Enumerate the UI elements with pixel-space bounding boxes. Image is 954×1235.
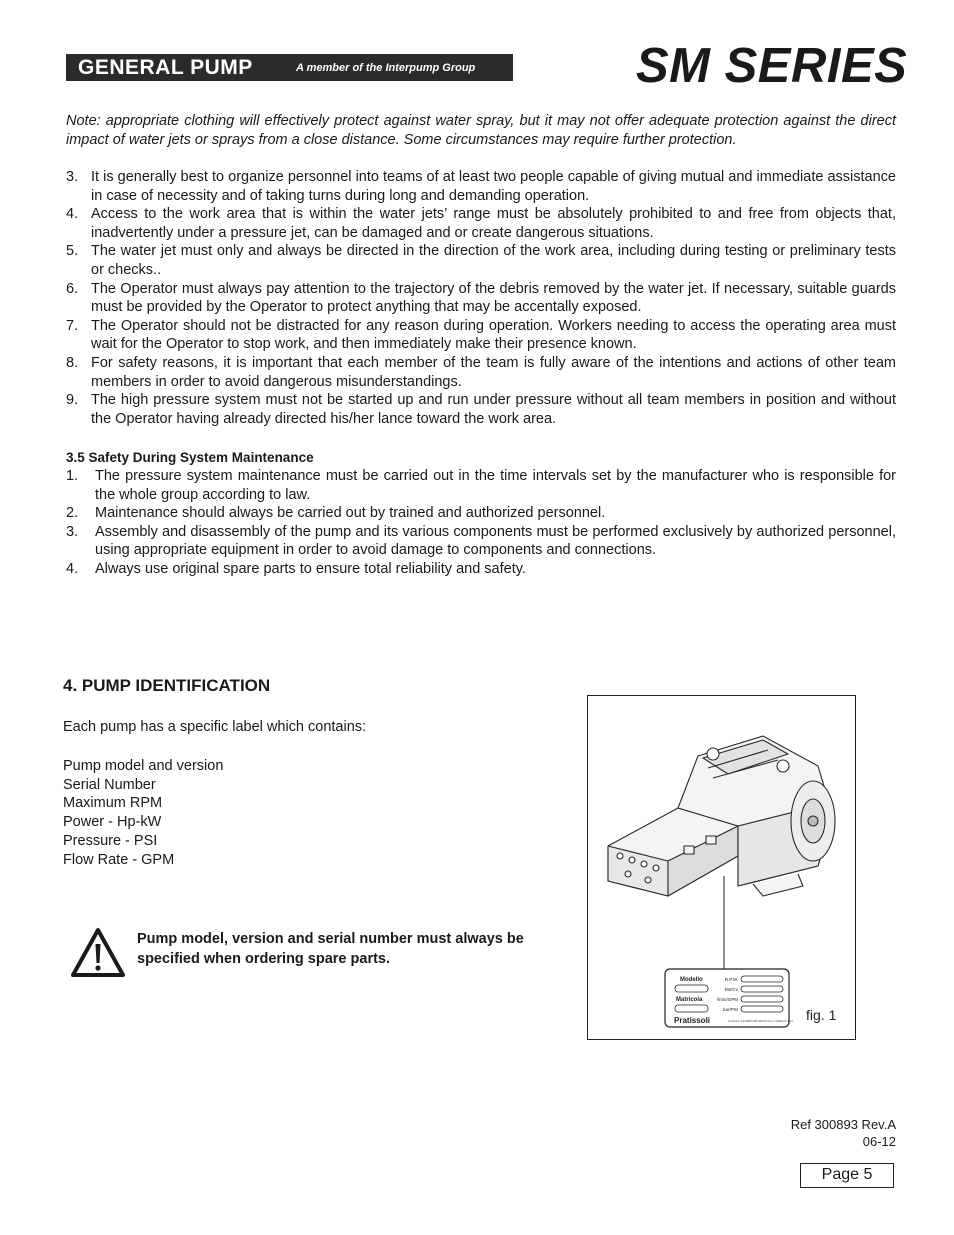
list-item — [66, 523, 896, 560]
section-heading: 4. PUMP IDENTIFICATION — [63, 676, 271, 695]
label-pressure: bar/PSI — [722, 1007, 738, 1012]
list-item: Maximum RPM — [63, 795, 163, 812]
list-item: Pressure - PSI — [63, 832, 158, 849]
series-title: SM SERIES — [636, 39, 908, 93]
list-item — [66, 560, 896, 579]
list-number: 3. — [66, 169, 79, 185]
list-item: Serial Number — [63, 776, 156, 793]
list-text: It is generally best to organize personnel into teams of at least two people capable of giving mutual and immediate assistance in case of necessity and of taking turns during long and demanding operation. — [91, 169, 896, 204]
list-text: Maintenance should always be carried out by trained and authorized personnel. — [95, 505, 606, 522]
label-flow: l/min/GPM — [716, 997, 738, 1002]
ref-number: Ref 300893 Rev.A — [790, 1117, 896, 1132]
label-rpm: R.P.M. — [724, 977, 738, 982]
list-text: The water jet must only and always be directed in the direction of the work area, including during testing or preliminary tests or checks.. — [91, 243, 896, 278]
list-text: Assembly and disassembly of the pump and its various components must be performed exclusively by authorized personnel, using appropriate equipment in order to avoid damage to components and connections. — [95, 523, 896, 559]
list-number: 9. — [66, 392, 79, 409]
protection-note: Note: appropriate clothing will effectively protect against water spray, but it may not offer adequate protection against the direct impact of water jets or sprays from a close distance. Some circumstances may require further protection. — [66, 113, 896, 148]
list-number: 1. — [66, 468, 79, 484]
list-item — [66, 317, 896, 354]
safety-list — [66, 168, 896, 428]
document-reference — [791, 1116, 896, 1150]
list-number: 5. — [66, 243, 79, 260]
list-item — [66, 354, 896, 391]
list-text: Always use original spare parts to ensure total reliability and safety. — [95, 560, 526, 577]
list-item — [66, 280, 896, 317]
brand-name: GENERAL PUMP — [78, 55, 253, 79]
pump-illustration — [588, 696, 857, 1041]
list-number: 4. — [66, 206, 79, 223]
list-item: Power - Hp-kW — [63, 814, 162, 831]
label-model: Modello — [680, 977, 703, 983]
page-number: Page 5 — [800, 1163, 894, 1188]
list-text: Access to the work area that is within the water jets’ range must be absolutely prohibited to and free from objects that, inadvertently under a pressure jet, can be damaged and or create dangerous situations. — [91, 206, 896, 241]
warning-text: Pump model, version and serial number must always be specified when ordering spare parts. — [137, 931, 524, 967]
list-item — [66, 242, 896, 279]
list-text: For safety reasons, it is important that each member of the team is fully aware of the intentions and actions of other team members in order to avoid dangerous misunderstandings. — [91, 354, 896, 390]
list-item: Flow Rate - GPM — [63, 851, 175, 868]
label-contents-list — [63, 757, 223, 869]
list-item — [66, 504, 896, 523]
list-item — [66, 168, 896, 205]
figure-caption: fig. 1 — [806, 1007, 837, 1023]
pump-figure — [587, 695, 856, 1040]
list-item: Pump model and version — [63, 758, 224, 774]
list-text: The pressure system maintenance must be carried out in the time intervals set by the manufacturer who is responsible for the whole group according to law. — [95, 468, 896, 503]
list-number: 6. — [66, 280, 79, 297]
brand-tagline: A member of the Interpump Group — [296, 61, 476, 74]
label-fine-print: A member of INTERPUMP GROUP S.p.A. MADE IN ITALY — [728, 1020, 794, 1023]
warning-icon — [70, 927, 126, 978]
maintenance-heading: 3.5 Safety During System Maintenance — [66, 450, 314, 465]
label-power: kW/Cv — [724, 987, 738, 992]
list-text: The high pressure system must not be started up and run under pressure without all team members in position and without the Operator having already directed his/her lance toward the work area. — [91, 392, 896, 427]
list-item — [66, 391, 896, 428]
list-number: 4. — [66, 560, 79, 577]
label-serial: Matricola — [676, 997, 703, 1003]
identification-intro: Each pump has a specific label which contains: — [63, 719, 367, 735]
maintenance-list — [66, 467, 896, 579]
list-text: The Operator must always pay attention to the trajectory of the debris removed by the water jet. If necessary, suitable guards must be provided by the Operator to protect anything that may be accentally exposed. — [91, 280, 896, 316]
ref-date: 06-12 — [862, 1134, 896, 1149]
label-brand: Pratissoli — [674, 1016, 711, 1025]
list-item — [66, 205, 896, 242]
list-text: The Operator should not be distracted for any reason during operation. Workers needing to access the operating area must wait for the Operator to stop work, and then immediately make their presence known. — [91, 317, 896, 353]
list-number: 8. — [66, 354, 79, 371]
list-number: 3. — [66, 523, 79, 540]
identification-label — [665, 969, 794, 1027]
list-number: 2. — [66, 505, 79, 522]
list-number: 7. — [66, 317, 79, 334]
brand-header-bar — [66, 54, 513, 81]
list-item — [66, 467, 896, 504]
